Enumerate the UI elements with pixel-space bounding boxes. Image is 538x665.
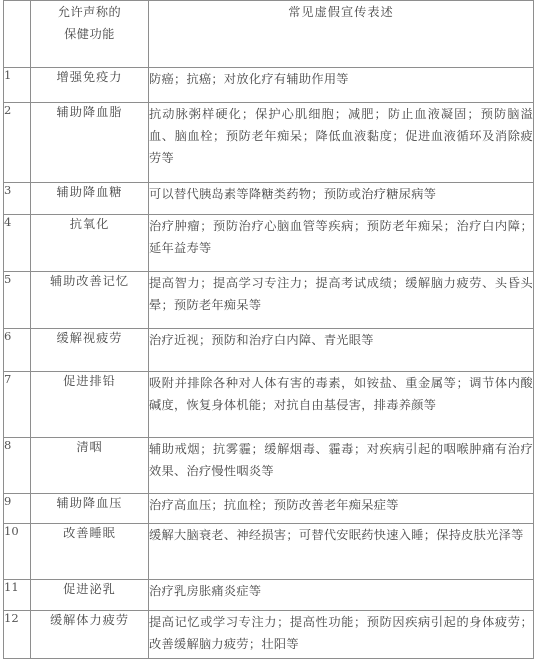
table-row [4, 524, 534, 580]
row-function: 清咽 [31, 438, 149, 494]
header-description: 常见虚假宣传表述 [149, 1, 534, 68]
row-number: 9 [4, 494, 31, 524]
row-function: 辅助降血糖 [31, 183, 149, 215]
row-function: 促进泌乳 [31, 580, 149, 611]
row-function: 促进排铅 [31, 372, 149, 438]
row-number: 10 [4, 524, 31, 580]
header-function-line1: 允许声称的 [57, 5, 122, 19]
row-description: 可以替代胰岛素等降糖类药物；预防或治疗糖尿病等 [149, 183, 534, 215]
row-function: 辅助改善记忆 [31, 272, 149, 329]
row-description: 治疗肿瘤；预防治疗心脑血管等疾病；预防老年痴呆；治疗白内障；延年益寿等 [149, 215, 534, 272]
header-row [4, 1, 534, 68]
row-description: 治疗高血压；抗血栓；预防改善老年痴呆症等 [149, 494, 534, 524]
table-row [4, 215, 534, 272]
row-number: 1 [4, 68, 31, 103]
row-function: 增强免疫力 [31, 68, 149, 103]
table-row [4, 183, 534, 215]
table-row [4, 580, 534, 611]
row-description: 吸附并排除各种对人体有害的毒素，如铵盐、重金属等；调节体内酸碱度，恢复身体机能；对抗自由基侵害，排毒养颜等 [149, 372, 534, 438]
row-description: 缓解大脑衰老、神经损害；可替代安眠药快速入睡；保持皮肤光泽等 [149, 524, 534, 580]
row-function: 缓解体力疲劳 [31, 611, 149, 659]
row-function: 抗氧化 [31, 215, 149, 272]
header-function-line2: 保健功能 [64, 27, 115, 41]
table-row [4, 438, 534, 494]
table-row [4, 272, 534, 329]
row-function: 改善睡眠 [31, 524, 149, 580]
row-function: 缓解视疲劳 [31, 329, 149, 372]
row-description: 治疗乳房胀痛炎症等 [149, 580, 534, 611]
row-number: 11 [4, 580, 31, 611]
row-description: 防癌；抗癌；对放化疗有辅助作用等 [149, 68, 534, 103]
table-row [4, 611, 534, 659]
row-number: 8 [4, 438, 31, 494]
row-description: 提高智力；提高学习专注力；提高考试成绩；缓解脑力疲劳、头昏头晕；预防老年痴呆等 [149, 272, 534, 329]
row-number: 7 [4, 372, 31, 438]
row-description: 治疗近视；预防和治疗白内障、青光眼等 [149, 329, 534, 372]
row-number: 3 [4, 183, 31, 215]
header-number [4, 1, 31, 68]
table-row [4, 68, 534, 103]
row-description: 辅助戒烟；抗雾霾；缓解烟毒、霾毒；对疾病引起的咽喉肿痛有治疗效果、治疗慢性咽炎等 [149, 438, 534, 494]
table-row [4, 372, 534, 438]
row-function: 辅助降血压 [31, 494, 149, 524]
row-number: 2 [4, 103, 31, 183]
table-row [4, 329, 534, 372]
table-row [4, 103, 534, 183]
row-number: 4 [4, 215, 31, 272]
health-claims-table [3, 0, 534, 659]
row-number: 5 [4, 272, 31, 329]
row-description: 提高记忆或学习专注力；提高性功能；预防因疾病引起的身体疲劳；改善缓解脑力疲劳；壮阳等 [149, 611, 534, 659]
row-number: 12 [4, 611, 31, 659]
row-function: 辅助降血脂 [31, 103, 149, 183]
row-description: 抗动脉粥样硬化；保护心肌细胞；减肥；防止血液凝固；预防脑溢血、脑血栓；预防老年痴呆；降低血液黏度；促进血液循环及消除疲劳等 [149, 103, 534, 183]
table-row [4, 494, 534, 524]
header-function [31, 1, 149, 68]
row-number: 6 [4, 329, 31, 372]
